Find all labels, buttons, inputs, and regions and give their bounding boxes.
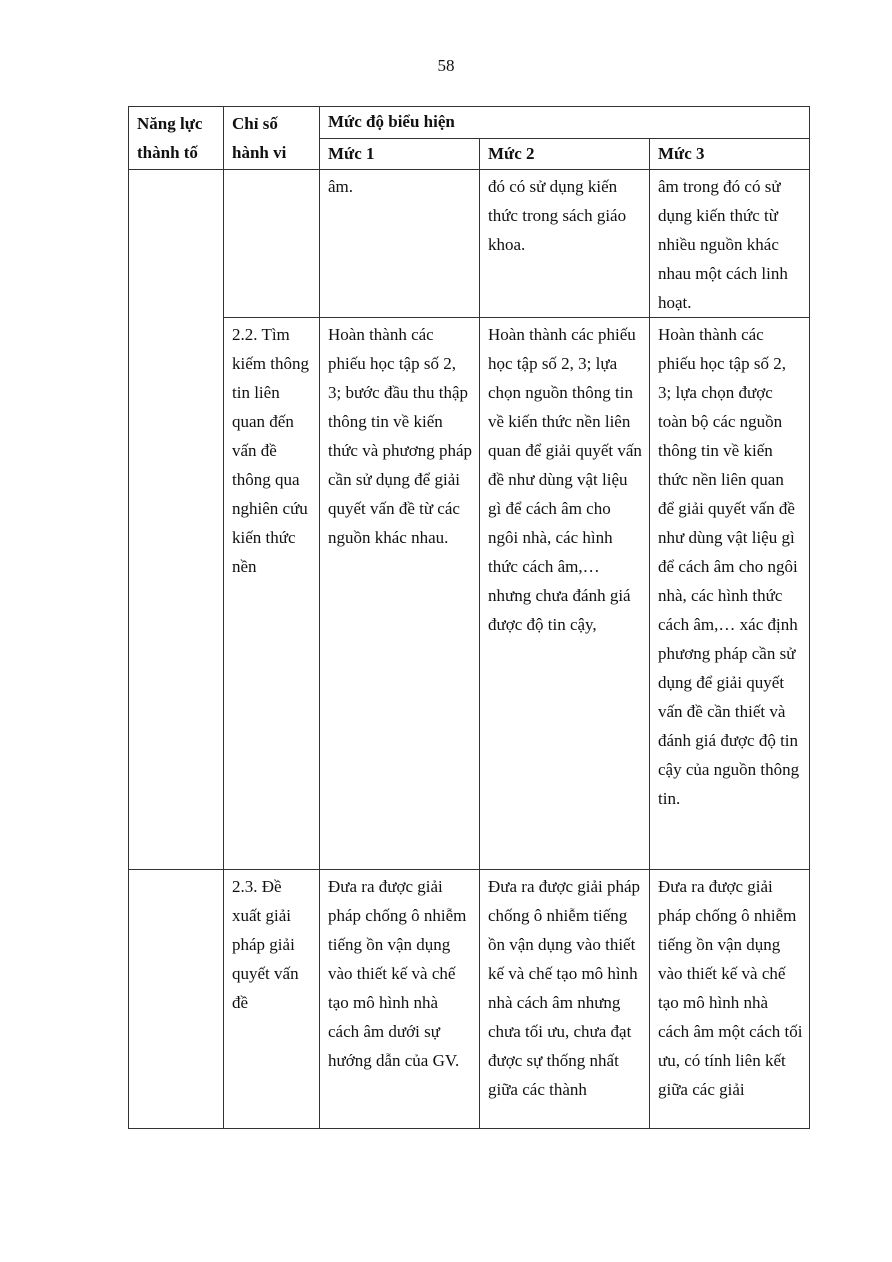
header-level-1: Mức 1 [320, 138, 480, 170]
header-competency: Năng lực thành tố [129, 107, 224, 170]
table-row [129, 318, 810, 870]
level-2-cell: Đưa ra được giải pháp chống ô nhiễm tiếng ồn vận dụng vào thiết kế và chế tạo mô hình nhà cách âm nhưng chưa tối ưu, chưa đạt được sự thống nhất giữa các thành [480, 870, 650, 1129]
level-1-cell: Hoàn thành các phiếu học tập số 2, 3; bước đầu thu thập thông tin về kiến thức và phương pháp cần sử dụng để giải quyết vấn đề từ các nguồn khác nhau. [320, 318, 480, 870]
header-level-group: Mức độ biểu hiện [320, 107, 810, 139]
rubric-table [128, 106, 810, 1129]
header-level-2: Mức 2 [480, 138, 650, 170]
header-row-1 [129, 107, 810, 139]
level-2-cell: đó có sử dụng kiến thức trong sách giáo khoa. [480, 170, 650, 318]
table-row [129, 170, 810, 318]
header-level-3: Mức 3 [650, 138, 810, 170]
level-1-cell: Đưa ra được giải pháp chống ô nhiễm tiếng ồn vận dụng vào thiết kế và chế tạo mô hình nhà cách âm dưới sự hướng dẫn của GV. [320, 870, 480, 1129]
level-3-cell: Hoàn thành các phiếu học tập số 2, 3; lựa chọn được toàn bộ các nguồn thông tin về kiến thức nền liên quan để giải quyết vấn đề như dùng vật liệu gì để cách âm cho ngôi nhà, các hình thức cách âm,… xác định phương pháp cần sử dụng để giải quyết vấn đề cần thiết và đánh giá được độ tin cậy của nguồn thông tin. [650, 318, 810, 870]
level-1-cell: âm. [320, 170, 480, 318]
level-3-cell: Đưa ra được giải pháp chống ô nhiễm tiếng ồn vận dụng vào thiết kế và chế tạo mô hình nhà cách âm một cách tối ưu, có tính liên kết giữa các giải [650, 870, 810, 1129]
header-indicator: Chỉ số hành vi [224, 107, 320, 170]
indicator-cell: 2.2. Tìm kiếm thông tin liên quan đến vấn đề thông qua nghiên cứu kiến thức nền [224, 318, 320, 870]
level-3-cell: âm trong đó có sử dụng kiến thức từ nhiều nguồn khác nhau một cách linh hoạt. [650, 170, 810, 318]
competency-cell [129, 870, 224, 1129]
page-number: 58 [437, 56, 455, 75]
table-row [129, 870, 810, 1129]
competency-cell [129, 170, 224, 870]
level-2-cell: Hoàn thành các phiếu học tập số 2, 3; lựa chọn nguồn thông tin về kiến thức nền liên quan để giải quyết vấn đề như dùng vật liệu gì để cách âm cho ngôi nhà, các hình thức cách âm,… nhưng chưa đánh giá được độ tin cậy, [480, 318, 650, 870]
indicator-cell: 2.3. Đề xuất giải pháp giải quyết vấn đề [224, 870, 320, 1129]
indicator-cell [224, 170, 320, 318]
